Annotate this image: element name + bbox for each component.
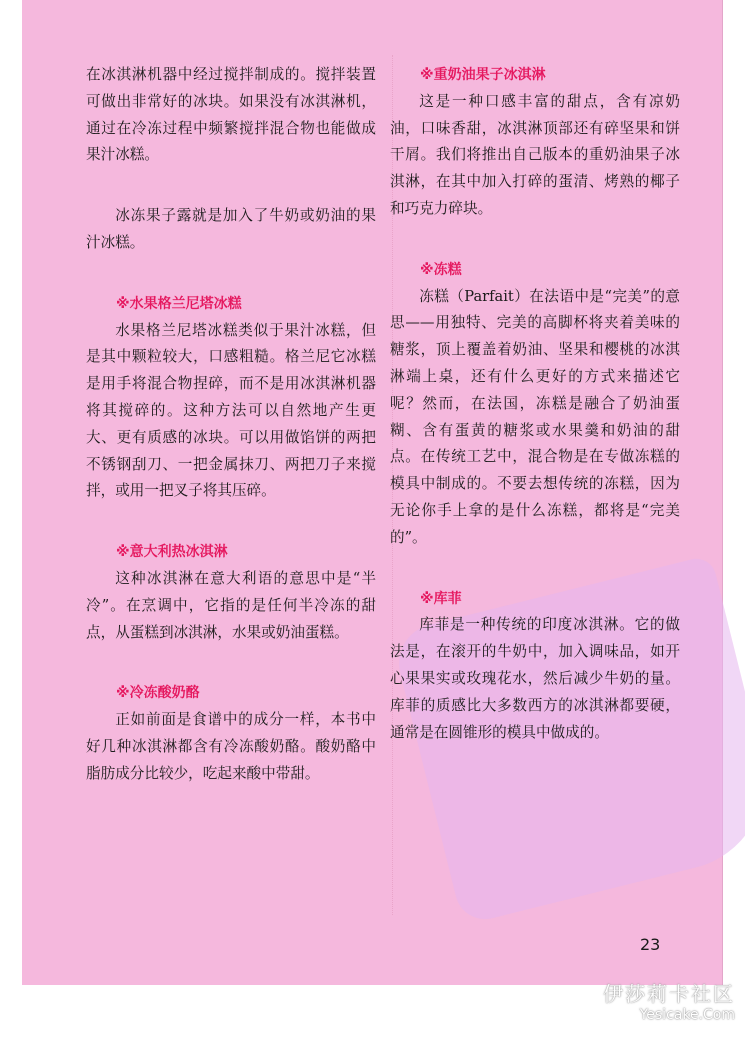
heading-fruit-granita: ※水果格兰尼塔冰糕 (116, 295, 242, 312)
left-paragraph-continued: 在冰淇淋机器中经过搅拌制成的。搅拌装置可做出非常好的冰块。如果没有冰淇淋机，通过在冷冻过程中频繁搅拌混合物也能做成果汁冰糕。 (86, 66, 376, 164)
heading-semifreddo: ※意大利热冰淇淋 (116, 544, 228, 561)
body-fruit-granita: 水果格兰尼塔冰糕类似于果汁冰糕，但是其中颗粒较大，口感粗糙。格兰尼它冰糕是用手将混合物捏碎，而不是用冰淇淋机器将其搅碎的。这种方法可以自然地产生更大、更有质感的冰块。可以用做馅饼的两把不锈钢刮刀、一把金属抹刀、两把刀子来搅拌，或用一把叉子将其压碎。 (86, 321, 376, 500)
heading-parfait: ※冻糕 (420, 261, 462, 278)
body-kulfi: 库菲是一种传统的印度冰淇淋。它的做法是，在滚开的牛奶中，加入调味品，如开心果果实或玫瑰花水，然后减少牛奶的量。库菲的质感比大多数西方的冰淇淋都要硬，通常是在圆锥形的模具中做成的。 (390, 616, 680, 741)
heading-kulfi: ※库菲 (420, 590, 462, 607)
left-paragraph-sherbet: 冰冻果子露就是加入了牛奶或奶油的果汁冰糕。 (86, 207, 376, 251)
watermark-english: Yesicake.Com (639, 1007, 735, 1023)
heading-frozen-yogurt: ※冷冻酸奶酪 (116, 685, 200, 702)
heading-heavy-cream-sundae: ※重奶油果子冰淇淋 (420, 67, 546, 83)
body-parfait: 冻糕（Parfait）在法语中是“完美”的意思——用独特、完美的高脚杯将夹着美味的糖浆，顶上覆盖着奶油、坚果和樱桃的冰淇淋端上桌，还有什么更好的方式来描述它呢？然而，在法国，冻糕是融合了奶油蛋糊、含有蛋黄的糖浆或水果羹和奶油的甜点。在传统工艺中，混合物是在专做冻糕的模具中制成的。不要去想传统的冻糕，因为无论你手上拿的是什么冻糕，都将是“完美的”。 (390, 287, 680, 546)
watermark-chinese: 伊莎莉卡社区 (603, 982, 735, 1006)
body-heavy-cream-sundae: 这是一种口感丰富的甜点，含有凉奶油，口味香甜，冰淇淋顶部还有碎坚果和饼干屑。我们将推出自己版本的重奶油果子冰淇淋，在其中加入打碎的蛋清、烤熟的椰子和巧克力碎块。 (390, 92, 680, 217)
body-frozen-yogurt: 正如前面是食谱中的成分一样，本书中好几种冰淇淋都含有冷冻酸奶酪。酸奶酪中脂肪成分比较少，吃起来酸中带甜。 (86, 711, 376, 782)
left-column (86, 62, 376, 788)
body-semifreddo: 这种冰淇淋在意大利语的意思中是“半冷”。在烹调中，它指的是任何半冷冻的甜点，从蛋糕到冰淇淋，水果或奶油蛋糕。 (86, 569, 376, 641)
right-column (390, 62, 680, 746)
page-number: 23 (640, 935, 661, 954)
site-watermark (603, 978, 735, 1023)
